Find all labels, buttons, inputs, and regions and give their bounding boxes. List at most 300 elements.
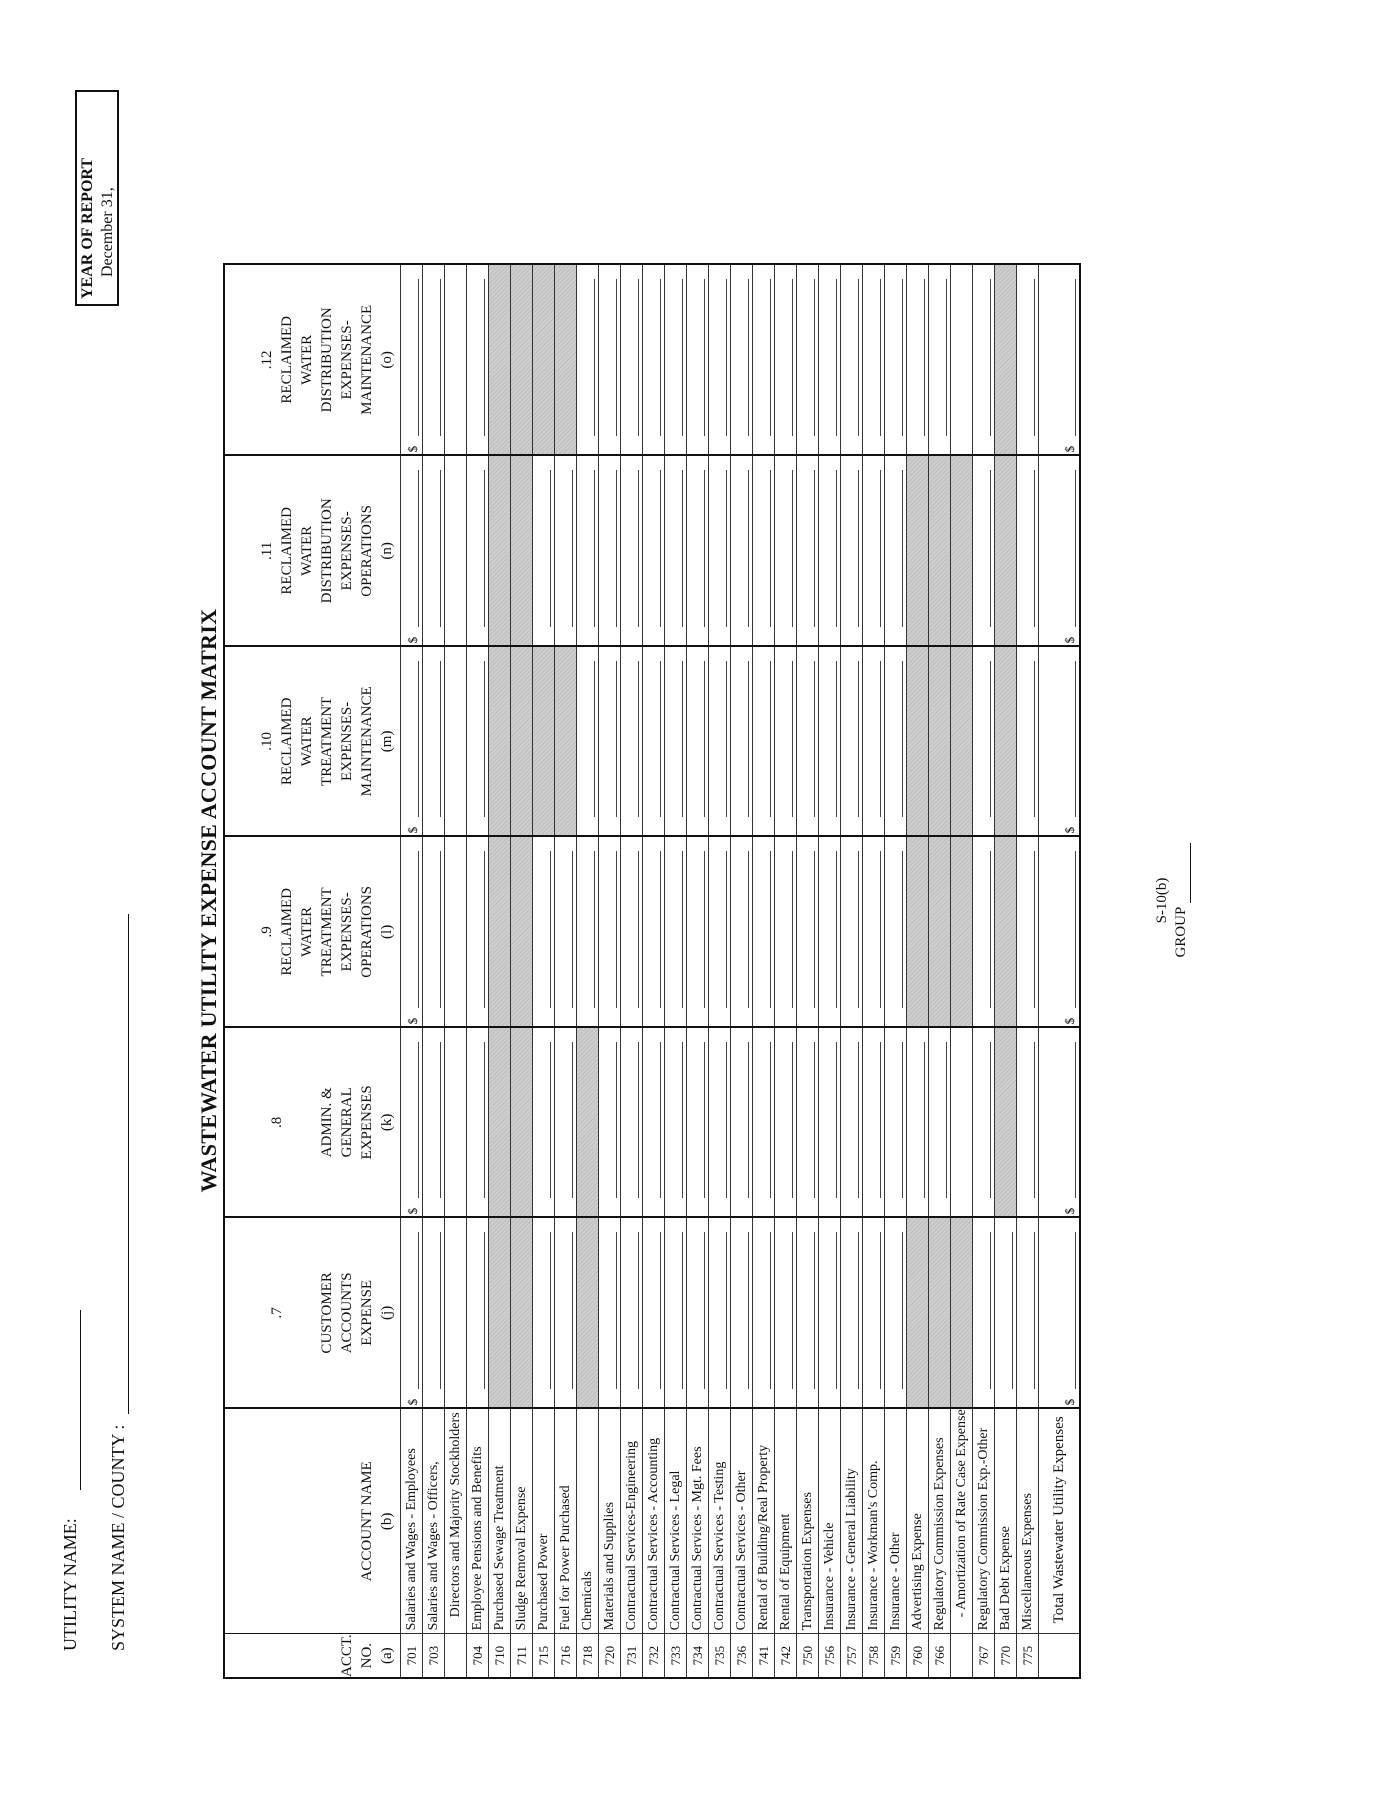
entry-underline <box>836 470 837 627</box>
amount-cell[interactable] <box>753 1217 775 1408</box>
account-name-cell: Employee Pensions and Benefits <box>467 1408 489 1634</box>
amount-cell[interactable] <box>423 836 445 1027</box>
account-name-cell: Insurance - General Liability <box>841 1408 863 1634</box>
amount-cell[interactable] <box>555 1217 577 1408</box>
amount-cell[interactable] <box>621 455 643 646</box>
amount-cell[interactable] <box>841 836 863 1027</box>
amount-cell[interactable] <box>665 455 687 646</box>
amount-cell[interactable] <box>731 646 753 836</box>
account-name-cell: Purchased Sewage Treatment <box>489 1408 511 1634</box>
amount-cell[interactable] <box>841 1027 863 1217</box>
acct-no-cell: 703 <box>423 1634 445 1678</box>
amount-cell[interactable] <box>885 1027 907 1217</box>
entry-underline <box>748 1232 749 1389</box>
entry-underline <box>792 1232 793 1389</box>
amount-cell[interactable] <box>687 1217 709 1408</box>
amount-cell[interactable] <box>445 455 467 646</box>
acct-no-cell: 767 <box>973 1634 995 1678</box>
amount-cell[interactable] <box>951 1027 973 1217</box>
table-row <box>533 264 555 1678</box>
amount-cell[interactable] <box>753 455 775 646</box>
utility-name-field <box>60 1310 81 1651</box>
entry-underline <box>440 1232 441 1389</box>
amount-cell[interactable] <box>709 264 731 455</box>
amount-cell <box>907 646 929 836</box>
amount-cell[interactable] <box>555 1027 577 1217</box>
amount-cell[interactable] <box>533 455 555 646</box>
acct-no-cell <box>445 1634 467 1678</box>
amount-cell[interactable] <box>445 646 467 836</box>
amount-cell[interactable] <box>445 836 467 1027</box>
utility-name-line[interactable] <box>80 1310 81 1490</box>
entry-underline <box>572 470 573 627</box>
total-amount-cell[interactable] <box>1039 1217 1081 1408</box>
entry-underline <box>1012 1232 1013 1389</box>
amount-cell <box>511 836 533 1027</box>
account-name-cell: Contractual Services-Engineering <box>621 1408 643 1634</box>
table-row <box>467 264 489 1678</box>
amount-cell[interactable] <box>841 1217 863 1408</box>
amount-cell[interactable] <box>753 646 775 836</box>
amount-cell[interactable] <box>423 646 445 836</box>
entry-underline <box>704 661 705 817</box>
entry-underline <box>484 279 485 436</box>
acct-no-cell: 756 <box>819 1634 841 1678</box>
amount-cell[interactable] <box>599 836 621 1027</box>
amount-cell[interactable] <box>445 1217 467 1408</box>
amount-cell[interactable] <box>423 264 445 455</box>
entry-underline <box>660 1232 661 1389</box>
table-row <box>863 264 885 1678</box>
amount-cell[interactable] <box>819 836 841 1027</box>
amount-cell[interactable] <box>951 264 973 455</box>
entry-underline <box>682 279 683 436</box>
acct-no-cell: 736 <box>731 1634 753 1678</box>
amount-cell[interactable] <box>621 264 643 455</box>
amount-cell[interactable] <box>775 455 797 646</box>
entry-underline <box>616 470 617 627</box>
amount-cell[interactable] <box>797 836 819 1027</box>
account-name-cell: Contractual Services - Other <box>731 1408 753 1634</box>
entry-underline <box>440 470 441 627</box>
amount-cell[interactable] <box>863 646 885 836</box>
amount-cell[interactable] <box>797 455 819 646</box>
amount-cell[interactable] <box>929 264 951 455</box>
entry-underline <box>682 1042 683 1198</box>
amount-cell[interactable] <box>775 1217 797 1408</box>
amount-cell[interactable] <box>819 1217 841 1408</box>
account-name-cell: Insurance - Other <box>885 1408 907 1634</box>
amount-cell[interactable] <box>643 455 665 646</box>
amount-cell[interactable] <box>687 1027 709 1217</box>
amount-cell <box>929 455 951 646</box>
amount-cell[interactable] <box>863 264 885 455</box>
entry-underline <box>484 1232 485 1389</box>
amount-cell[interactable] <box>973 264 995 455</box>
entry-underline <box>1034 470 1035 627</box>
amount-cell[interactable] <box>621 836 643 1027</box>
table-row <box>929 264 951 1678</box>
amount-cell[interactable] <box>533 1027 555 1217</box>
amount-cell[interactable] <box>753 1027 775 1217</box>
amount-cell[interactable] <box>841 264 863 455</box>
table-row <box>775 264 797 1678</box>
amount-cell[interactable] <box>731 1027 753 1217</box>
amount-cell <box>907 455 929 646</box>
amount-cell[interactable] <box>1017 646 1039 836</box>
entry-underline <box>660 661 661 817</box>
table-row <box>577 264 599 1678</box>
amount-cell[interactable] <box>863 1027 885 1217</box>
amount-cell <box>533 646 555 836</box>
entry-underline <box>550 851 551 1008</box>
amount-cell[interactable] <box>665 1217 687 1408</box>
acct-no-cell: 741 <box>753 1634 775 1678</box>
amount-cell[interactable] <box>445 1027 467 1217</box>
amount-cell[interactable] <box>841 455 863 646</box>
amount-cell[interactable] <box>687 455 709 646</box>
dollar-sign: $ <box>405 636 420 644</box>
amount-cell[interactable] <box>731 264 753 455</box>
entry-underline <box>858 851 859 1008</box>
amount-cell[interactable] <box>863 836 885 1027</box>
entry-underline <box>638 279 639 436</box>
amount-cell <box>511 646 533 836</box>
acct-no-cell: 733 <box>665 1634 687 1678</box>
entry-underline <box>792 1042 793 1198</box>
total-amount-cell[interactable] <box>1039 264 1081 455</box>
amount-cell <box>951 455 973 646</box>
entry-underline <box>792 470 793 627</box>
account-name-cell: Materials and Supplies <box>599 1408 621 1634</box>
entry-underline <box>616 279 617 436</box>
utility-name-label: UTILITY NAME: <box>60 1518 80 1651</box>
amount-cell[interactable] <box>467 836 489 1027</box>
amount-cell[interactable] <box>885 646 907 836</box>
entry-underline <box>836 1232 837 1389</box>
dollar-sign: $ <box>405 1398 420 1406</box>
table-row <box>907 264 929 1678</box>
entry-underline <box>792 279 793 436</box>
amount-cell[interactable] <box>1017 1217 1039 1408</box>
amount-cell[interactable] <box>819 455 841 646</box>
entry-underline <box>660 470 661 627</box>
amount-cell[interactable] <box>863 1217 885 1408</box>
dollar-sign: $ <box>405 1017 420 1025</box>
amount-cell <box>995 264 1017 455</box>
acct-no-cell: 720 <box>599 1634 621 1678</box>
table-row <box>709 264 731 1678</box>
amount-cell[interactable] <box>973 455 995 646</box>
amount-cell[interactable] <box>599 1027 621 1217</box>
system-name-line[interactable] <box>128 914 129 1414</box>
amount-cell[interactable] <box>467 646 489 836</box>
entry-underline <box>638 1042 639 1198</box>
dollar-sign: $ <box>1062 636 1077 644</box>
amount-cell[interactable] <box>577 836 599 1027</box>
amount-cell[interactable] <box>775 264 797 455</box>
entry-underline <box>572 851 573 1008</box>
amount-cell[interactable] <box>1017 264 1039 455</box>
entry-underline <box>770 851 771 1008</box>
amount-cell[interactable] <box>797 1027 819 1217</box>
amount-cell[interactable] <box>819 1027 841 1217</box>
amount-cell[interactable] <box>467 264 489 455</box>
amount-cell[interactable] <box>885 836 907 1027</box>
amount-cell[interactable] <box>599 455 621 646</box>
amount-cell <box>511 455 533 646</box>
amount-cell[interactable] <box>885 264 907 455</box>
entry-underline <box>726 279 727 436</box>
account-name-cell: Fuel for Power Purchased <box>555 1408 577 1634</box>
amount-cell[interactable] <box>665 836 687 1027</box>
amount-cell[interactable] <box>731 455 753 646</box>
entry-underline <box>880 470 881 627</box>
amount-cell[interactable] <box>797 1217 819 1408</box>
entry-underline <box>660 851 661 1008</box>
account-name-cell: Miscellaneous Expenses <box>1017 1408 1039 1634</box>
total-amount-cell[interactable] <box>1039 1027 1081 1217</box>
amount-cell[interactable] <box>929 1027 951 1217</box>
amount-cell[interactable] <box>643 646 665 836</box>
entry-underline <box>770 661 771 817</box>
amount-cell[interactable] <box>555 455 577 646</box>
entry-underline <box>770 279 771 436</box>
entry-underline <box>990 279 991 436</box>
entry-underline <box>836 661 837 817</box>
amount-cell[interactable] <box>401 264 423 455</box>
year-of-report-box <box>75 90 119 306</box>
entry-underline <box>704 1232 705 1389</box>
amount-cell[interactable] <box>599 1217 621 1408</box>
amount-cell <box>577 1027 599 1217</box>
amount-cell[interactable] <box>775 836 797 1027</box>
entry-underline <box>880 279 881 436</box>
amount-cell[interactable] <box>533 1217 555 1408</box>
amount-cell[interactable] <box>885 455 907 646</box>
table-row <box>731 264 753 1678</box>
amount-cell[interactable] <box>1017 1027 1039 1217</box>
entry-underline <box>924 279 925 436</box>
entry-underline <box>1075 851 1076 1008</box>
dollar-sign: $ <box>405 445 420 453</box>
amount-cell <box>489 455 511 646</box>
entry-underline <box>594 851 595 1008</box>
amount-cell[interactable] <box>797 646 819 836</box>
entry-underline <box>1034 1042 1035 1198</box>
amount-cell <box>995 836 1017 1027</box>
entry-underline <box>440 851 441 1008</box>
amount-cell[interactable] <box>973 1217 995 1408</box>
amount-cell[interactable] <box>819 264 841 455</box>
total-amount-cell[interactable] <box>1039 836 1081 1027</box>
expense-matrix-table <box>223 263 1081 1679</box>
amount-cell[interactable] <box>709 836 731 1027</box>
entry-underline <box>902 1042 903 1198</box>
account-name-cell: Contractual Services - Mgt. Fees <box>687 1408 709 1634</box>
amount-cell[interactable] <box>973 646 995 836</box>
entry-underline <box>1075 470 1076 627</box>
account-name-cell: Advertising Expense <box>907 1408 929 1634</box>
acct-no-cell: 731 <box>621 1634 643 1678</box>
entry-underline <box>550 470 551 627</box>
amount-cell[interactable] <box>467 1027 489 1217</box>
entry-underline <box>1034 851 1035 1008</box>
entry-underline <box>550 1042 551 1198</box>
entry-underline <box>638 851 639 1008</box>
entry-underline <box>858 279 859 436</box>
entry-underline <box>770 1042 771 1198</box>
amount-cell <box>489 264 511 455</box>
entry-underline <box>660 1042 661 1198</box>
entry-underline <box>792 851 793 1008</box>
entry-underline <box>814 1042 815 1198</box>
table-row <box>621 264 643 1678</box>
acct-no-cell: 770 <box>995 1634 1017 1678</box>
amount-cell[interactable] <box>885 1217 907 1408</box>
account-name-cell: Directors and Majority Stockholders <box>445 1408 467 1634</box>
entry-underline <box>836 1042 837 1198</box>
amount-cell[interactable] <box>775 646 797 836</box>
entry-underline <box>704 1042 705 1198</box>
table-row <box>401 264 423 1678</box>
amount-cell[interactable] <box>753 836 775 1027</box>
amount-cell[interactable] <box>709 1217 731 1408</box>
entry-underline <box>638 1232 639 1389</box>
entry-underline <box>682 470 683 627</box>
amount-cell[interactable] <box>731 1217 753 1408</box>
page-footer <box>1153 0 1191 1801</box>
amount-cell[interactable] <box>907 1027 929 1217</box>
entry-underline <box>924 1042 925 1198</box>
amount-cell <box>929 646 951 836</box>
table-row <box>819 264 841 1678</box>
amount-cell[interactable] <box>401 1027 423 1217</box>
amount-cell[interactable] <box>731 836 753 1027</box>
amount-cell[interactable] <box>577 646 599 836</box>
total-amount-cell[interactable] <box>1039 646 1081 836</box>
acct-no-cell: 758 <box>863 1634 885 1678</box>
amount-cell[interactable] <box>709 1027 731 1217</box>
amount-cell <box>929 1217 951 1408</box>
amount-cell[interactable] <box>643 1027 665 1217</box>
amount-cell[interactable] <box>401 646 423 836</box>
entry-underline <box>1034 279 1035 436</box>
total-amount-cell[interactable] <box>1039 455 1081 646</box>
amount-cell[interactable] <box>401 1217 423 1408</box>
dollar-sign: $ <box>405 1207 420 1215</box>
account-name-cell: Insurance - Workman's Comp. <box>863 1408 885 1634</box>
system-name-field <box>108 914 129 1651</box>
table-row <box>489 264 511 1678</box>
group-label: GROUP <box>1173 907 1189 958</box>
amount-cell[interactable] <box>819 646 841 836</box>
amount-cell[interactable] <box>797 264 819 455</box>
amount-cell[interactable] <box>621 646 643 836</box>
entry-underline <box>726 851 727 1008</box>
amount-cell <box>489 646 511 836</box>
amount-cell[interactable] <box>1017 836 1039 1027</box>
amount-cell <box>489 1217 511 1408</box>
amount-cell[interactable] <box>841 646 863 836</box>
amount-cell[interactable] <box>555 836 577 1027</box>
group-line[interactable] <box>1190 843 1191 903</box>
amount-cell[interactable] <box>643 836 665 1027</box>
account-name-cell: Contractual Services - Legal <box>665 1408 687 1634</box>
amount-cell[interactable] <box>709 455 731 646</box>
amount-cell[interactable] <box>973 1027 995 1217</box>
acct-no-cell: 701 <box>401 1634 423 1678</box>
entry-underline <box>418 1042 419 1198</box>
entry-underline <box>418 661 419 817</box>
amount-cell[interactable] <box>423 1217 445 1408</box>
entry-underline <box>1075 1232 1076 1389</box>
amount-cell[interactable] <box>775 1027 797 1217</box>
amount-cell[interactable] <box>401 836 423 1027</box>
page-number: S-10(b) <box>1154 877 1170 924</box>
amount-cell[interactable] <box>907 264 929 455</box>
amount-cell[interactable] <box>973 836 995 1027</box>
amount-cell[interactable] <box>863 455 885 646</box>
entry-underline <box>792 661 793 817</box>
amount-cell[interactable] <box>1017 455 1039 646</box>
amount-cell[interactable] <box>665 264 687 455</box>
amount-cell[interactable] <box>423 1027 445 1217</box>
account-name-cell: - Amortization of Rate Case Expense <box>951 1408 973 1634</box>
amount-cell[interactable] <box>687 836 709 1027</box>
amount-cell[interactable] <box>467 1217 489 1408</box>
acct-no-cell: 711 <box>511 1634 533 1678</box>
amount-cell[interactable] <box>621 1217 643 1408</box>
entry-underline <box>814 470 815 627</box>
amount-cell[interactable] <box>577 264 599 455</box>
account-name-cell: Regulatory Commission Expenses <box>929 1408 951 1634</box>
account-name-cell: Contractual Services - Testing <box>709 1408 731 1634</box>
amount-cell[interactable] <box>995 1217 1017 1408</box>
amount-cell[interactable] <box>643 1217 665 1408</box>
amount-cell[interactable] <box>445 264 467 455</box>
table-row <box>643 264 665 1678</box>
entry-underline <box>858 1232 859 1389</box>
amount-cell[interactable] <box>709 646 731 836</box>
acct-no-cell: 775 <box>1017 1634 1039 1678</box>
amount-cell[interactable] <box>401 455 423 646</box>
table-row <box>753 264 775 1678</box>
account-name-cell: Insurance - Vehicle <box>819 1408 841 1634</box>
amount-cell[interactable] <box>577 455 599 646</box>
amount-cell[interactable] <box>467 455 489 646</box>
amount-cell[interactable] <box>423 455 445 646</box>
entry-underline <box>484 661 485 817</box>
amount-cell[interactable] <box>665 1027 687 1217</box>
amount-cell[interactable] <box>687 646 709 836</box>
entry-underline <box>616 851 617 1008</box>
amount-cell[interactable] <box>599 646 621 836</box>
entry-underline <box>638 661 639 817</box>
amount-cell[interactable] <box>665 646 687 836</box>
amount-cell[interactable] <box>643 264 665 455</box>
amount-cell[interactable] <box>687 264 709 455</box>
entry-underline <box>616 1232 617 1389</box>
amount-cell <box>489 836 511 1027</box>
amount-cell[interactable] <box>621 1027 643 1217</box>
amount-cell[interactable] <box>753 264 775 455</box>
amount-cell <box>951 646 973 836</box>
acct-no-cell: 757 <box>841 1634 863 1678</box>
entry-underline <box>726 470 727 627</box>
amount-cell[interactable] <box>533 836 555 1027</box>
amount-cell[interactable] <box>599 264 621 455</box>
